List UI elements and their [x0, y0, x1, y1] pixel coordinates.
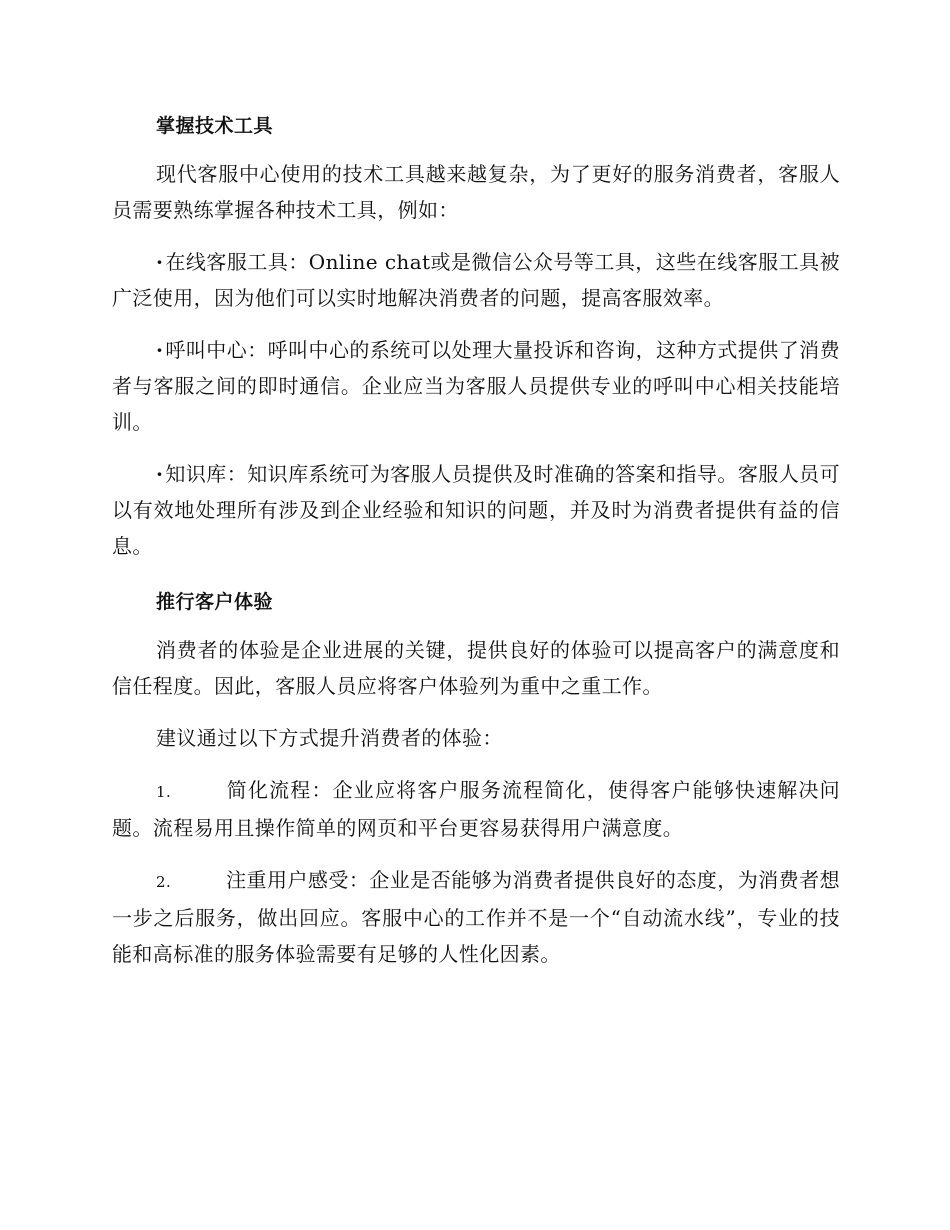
numbered-item — [112, 862, 840, 972]
item-number: 1. — [156, 783, 172, 801]
body-paragraph: 消费者的体验是企业进展的关键，提供良好的体验可以提高客户的满意度和信任程度。因此，客服人员应将客户体验列为重中之重工作。 — [112, 638, 840, 698]
bullet-item — [112, 456, 840, 564]
section-intro-paragraph: 现代客服中心使用的技术工具越来越复杂，为了更好的服务消费者，客服人员需要熟练掌握各种技术工具，例如： — [112, 162, 840, 222]
section-heading-tech-tools: 掌握技术工具 — [156, 115, 274, 137]
bullet-marker: · — [156, 338, 164, 362]
bullet-marker: · — [156, 250, 164, 274]
item-number: 2. — [156, 873, 172, 891]
numbered-item — [112, 772, 840, 846]
body-paragraph: 建议通过以下方式提升消费者的体验： — [156, 726, 503, 750]
numbered-item-text: 简化流程：企业应将客户服务流程简化，使得客户能够快速解决问题。流程易用且操作简单的网页和平台更容易获得用户满意度。 — [112, 778, 840, 840]
bullet-item — [112, 332, 840, 440]
bullet-text: 在线客服工具：Online chat或是微信公众号等工具，这些在线客服工具被广泛使用，因为他们可以实时地解决消费者的问题，提高客服效率。 — [112, 250, 840, 310]
bullet-text: 呼叫中心：呼叫中心的系统可以处理大量投诉和咨询，这种方式提供了消费者与客服之间的即时通信。企业应当为客服人员提供专业的呼叫中心相关技能培训。 — [112, 338, 840, 434]
bullet-marker: · — [156, 462, 164, 486]
numbered-item-text: 注重用户感受：企业是否能够为消费者提供良好的态度，为消费者想一步之后服务，做出回应。客服中心的工作并不是一个“自动流水线”，专业的技能和高标准的服务体验需要有足够的人性化因素。 — [112, 868, 840, 966]
document-body — [112, 104, 840, 988]
bullet-item — [112, 244, 840, 316]
bullet-text: 知识库：知识库系统可为客服人员提供及时准确的答案和指导。客服人员可以有效地处理所有涉及到企业经验和知识的问题，并及时为消费者提供有益的信息。 — [112, 462, 840, 558]
section-heading-customer-experience: 推行客户体验 — [156, 591, 274, 613]
